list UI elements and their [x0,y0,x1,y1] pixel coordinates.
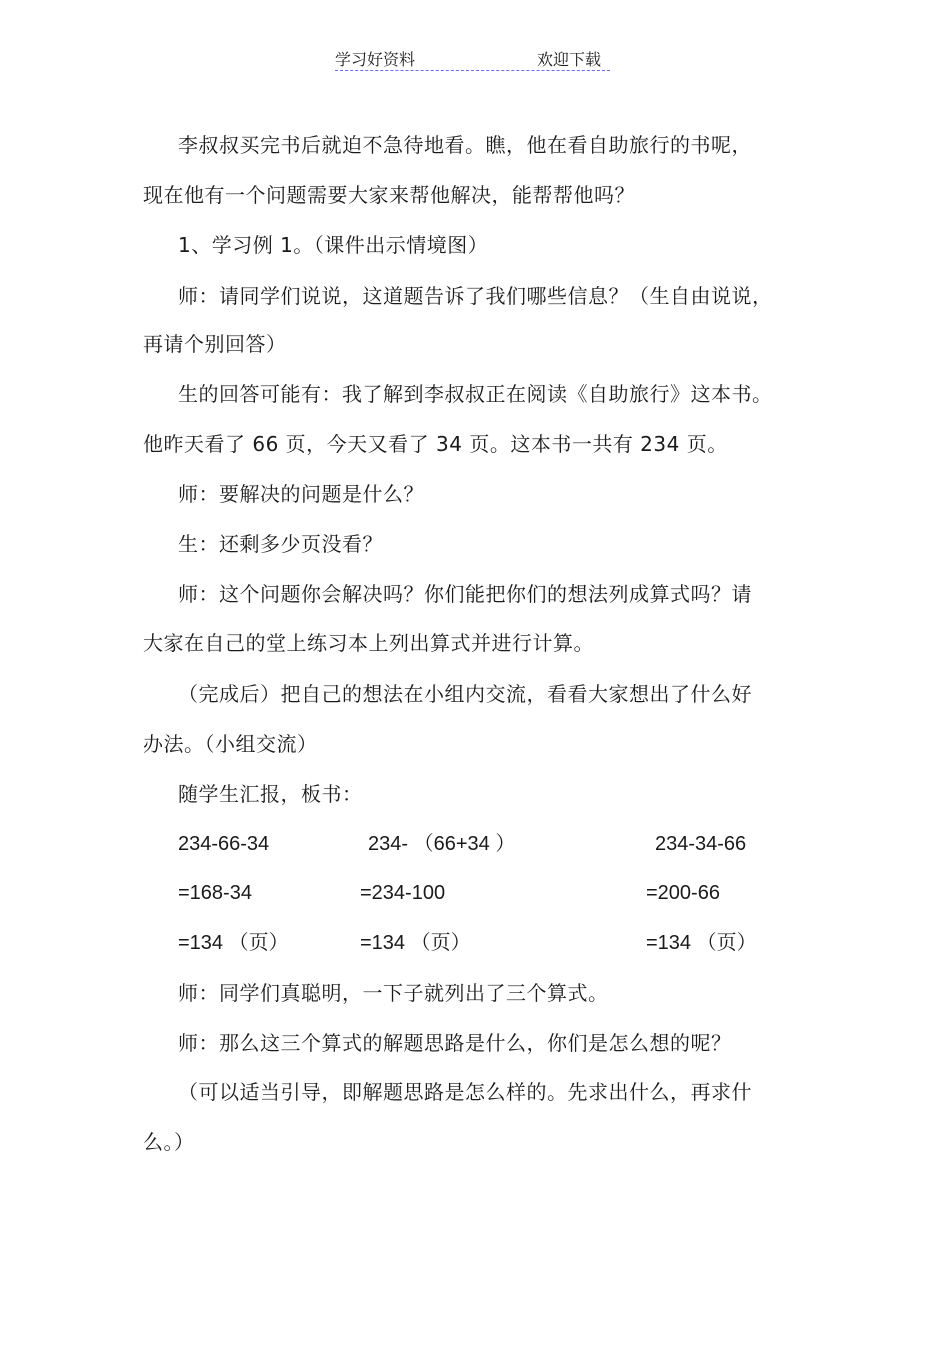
calc-col2-line3: =134 （页） [360,932,471,954]
calc-col1-line3: =134 （页） [178,932,289,954]
paragraph-line: 他昨天看了 66 页，今天又看了 34 页。这本书一共有 234 页。 [143,432,728,456]
paragraph-line: 师：请同学们说说，这道题告诉了我们哪些信息？（生自由说说， [178,284,773,308]
calc-col2-line2: =234-100 [360,882,446,904]
paragraph-line: 么。） [143,1130,195,1154]
paragraph-line: 大家在自己的堂上练习本上列出算式并进行计算。 [143,631,594,655]
calc-col3-line1: 234-34-66 [655,833,747,855]
calc-col1-line1: 234-66-34 [178,833,270,855]
paragraph-line: 生的回答可能有：我了解到李叔叔正在阅读《自助旅行》这本书。 [178,382,773,406]
calc-col1-line2: =168-34 [178,882,252,904]
calc-col3-line2: =200-66 [646,882,720,904]
paragraph-line: 再请个别回答） [143,332,287,356]
header-right-text: 欢迎下载 [537,50,602,69]
paragraph-line: 随学生汇报，板书： [178,782,363,806]
paragraph-line: （可以适当引导，即解题思路是怎么样的。先求出什么，再求什 [178,1080,752,1104]
header-left-text: 学习好资料 [335,50,416,69]
paragraph-line: 1、学习例 1。（课件出示情境图） [178,233,489,257]
paragraph-line: 现在他有一个问题需要大家来帮他解决，能帮帮他吗？ [143,183,635,207]
calc-col2-line1: 234- （66+34 ） [368,833,516,855]
paragraph-line: 生：还剩多少页没看？ [178,532,383,556]
paragraph-line: 师：同学们真聪明，一下子就列出了三个算式。 [178,981,609,1005]
paragraph-line: 师：这个问题你会解决吗？你们能把你们的想法列成算式吗？请 [178,582,752,606]
paragraph-line: （完成后）把自己的想法在小组内交流，看看大家想出了什么好 [178,682,752,706]
calc-col3-line3: =134 （页） [646,932,757,954]
paragraph-line: 李叔叔买完书后就迫不急待地看。瞧，他在看自助旅行的书呢， [178,133,752,157]
paragraph-line: 办法。（小组交流） [143,732,318,756]
paragraph-line: 师：要解决的问题是什么？ [178,482,424,506]
header-underline [335,70,610,71]
paragraph-line: 师：那么这三个算式的解题思路是什么，你们是怎么想的呢？ [178,1031,732,1055]
page-header [335,48,615,72]
